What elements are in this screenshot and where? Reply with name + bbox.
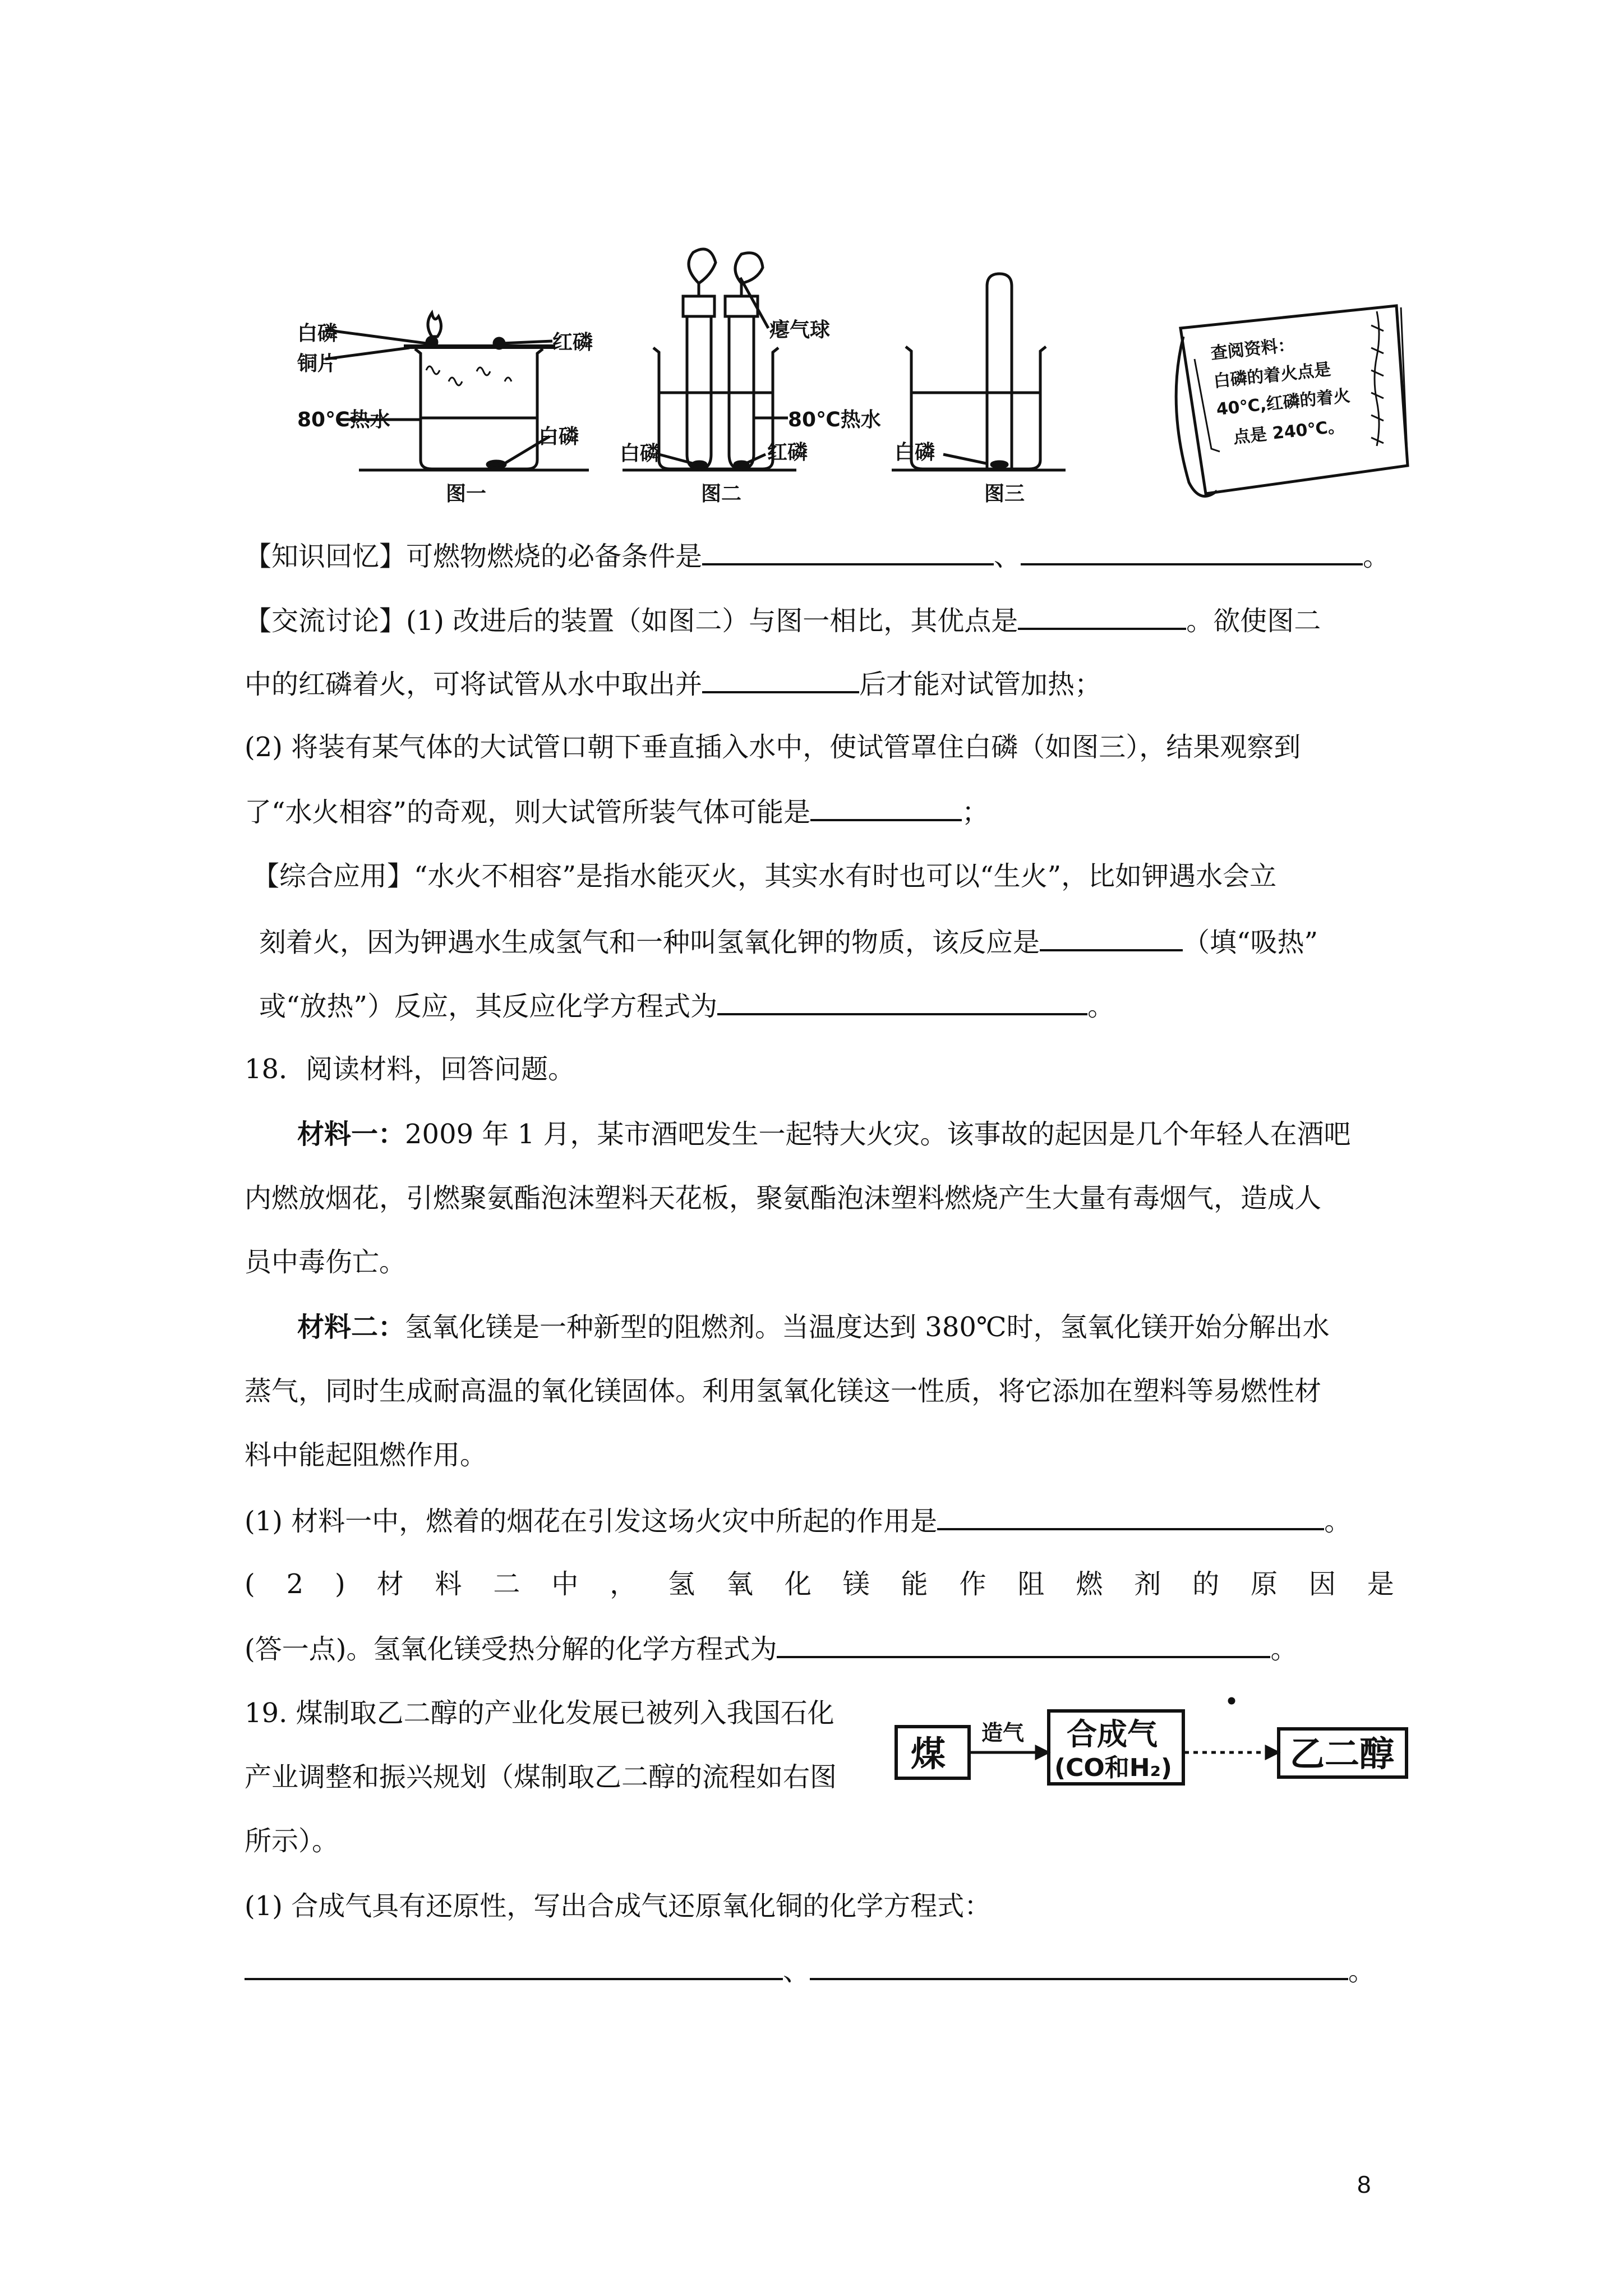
label-white-phosphorus: 白磷 — [895, 441, 935, 464]
question-text: 或“放热”）反应，其反应化学方程式为 — [259, 991, 718, 1022]
char: 材 — [376, 1568, 404, 1600]
syngas-formula: (CO和H₂) — [1054, 1754, 1173, 1782]
char: 镁 — [842, 1568, 870, 1600]
q19-line: 所示）。 — [245, 1825, 339, 1857]
answer-blank[interactable] — [702, 666, 859, 693]
char: ( — [245, 1568, 255, 1600]
discussion-line — [245, 666, 1101, 701]
note-line: 白磷的着火点是 — [1212, 360, 1332, 392]
label-white-phosphorus: 白磷 — [620, 442, 661, 465]
answer-blank[interactable] — [702, 539, 994, 565]
q18-sub2-cont — [245, 1631, 1297, 1666]
char: 阻 — [1017, 1568, 1045, 1600]
answer-blank[interactable] — [717, 988, 1087, 1015]
material-two-line — [297, 1310, 1330, 1344]
balloon-icon — [689, 249, 716, 283]
question-text: 中的红磷着火，可将试管从水中取出并 — [245, 669, 703, 700]
note-line: 点是 240℃。 — [1232, 416, 1346, 448]
char: 剂 — [1134, 1568, 1161, 1600]
process-label: 造气 — [981, 1720, 1025, 1745]
label-white-phosphorus: 白磷 — [297, 322, 338, 345]
char: 是 — [1367, 1568, 1394, 1600]
material-text: 氢氧化镁是一种新型的阻燃剂。当温度达到 380℃时，氢氧化镁开始分解出水 — [405, 1312, 1330, 1343]
application-line — [259, 924, 1318, 959]
material-two-line: 料中能起阻燃作用。 — [245, 1439, 487, 1471]
figure-one-beaker — [325, 330, 589, 470]
question-text: 刻着火，因为钾遇水生成氢气和一种叫氢氧化钾的物质，该反应是 — [259, 927, 1040, 958]
label-hot-water: 80℃热水 — [297, 408, 390, 431]
question-text: 【知识回忆】可燃物燃烧的必备条件是 — [245, 541, 703, 572]
coal-label: 煤 — [911, 1733, 946, 1774]
q18-sub1 — [245, 1503, 1351, 1538]
flame-icon — [428, 313, 441, 337]
q19-line: 产业调整和振兴规划（煤制取乙二醇的流程如右图 — [245, 1761, 837, 1793]
answer-blank[interactable] — [810, 1953, 1348, 1980]
punctuation: 。 — [1363, 541, 1390, 572]
question-text: 后才能对试管加热； — [859, 669, 1102, 700]
answer-blank[interactable] — [777, 1631, 1270, 1658]
syngas-label: 合成气 — [1067, 1717, 1158, 1752]
char: 化 — [784, 1568, 811, 1600]
q19-answer-line — [245, 1953, 1375, 1988]
answer-blank[interactable] — [245, 1953, 783, 1980]
page-number: 8 — [1357, 2171, 1371, 2198]
q19-sub1: (1) 合成气具有还原性，写出合成气还原氧化铜的化学方程式： — [245, 1890, 992, 1922]
figure-two-beaker — [623, 249, 796, 470]
char: 中 — [551, 1568, 579, 1600]
char: ) — [335, 1568, 345, 1600]
char: 氢 — [668, 1568, 695, 1600]
q18-sub2 — [245, 1567, 1394, 1601]
material-two-line: 蒸气，同时生成耐高温的氧化镁固体。利用氢氧化镁这一性质，将它添加在塑料等易燃性材 — [245, 1375, 1322, 1407]
punctuation: 。 — [1348, 1955, 1376, 1987]
char: 能 — [901, 1568, 928, 1600]
material-one-line: 员中毒伤亡。 — [245, 1246, 407, 1278]
char: ， — [610, 1568, 637, 1600]
discussion-line — [245, 603, 1321, 638]
answer-blank[interactable] — [810, 794, 962, 821]
label-copper-sheet: 铜片 — [297, 352, 338, 375]
note-line: 查阅资料： — [1210, 335, 1296, 364]
discussion-line: (2) 将装有某气体的大试管口朝下垂直插入水中，使试管罩住白磷（如图三），结果观察到 — [245, 731, 1301, 763]
question-text: 【交流讨论】(1) 改进后的装置（如图二）与图一相比，其优点是 — [245, 605, 1018, 637]
application-line: 【综合应用】“水火不相容”是指水能灭火，其实水有时也可以“生火”，比如钾遇水会立 — [252, 861, 1277, 892]
question-18-title: 18．阅读材料，回答问题。 — [245, 1053, 575, 1085]
question-text: 了“水火相容”的奇观，则大试管所装气体可能是 — [245, 797, 811, 828]
char: 料 — [435, 1568, 462, 1600]
figure-three-caption: 图三 — [984, 482, 1025, 505]
material-label: 材料一： — [297, 1119, 405, 1150]
application-line — [259, 988, 1114, 1023]
label-red-phosphorus: 红磷 — [552, 331, 593, 354]
label-red-phosphorus: 红磷 — [767, 441, 808, 464]
char: 二 — [493, 1568, 520, 1600]
experiment-figures — [0, 0, 1623, 539]
char: 因 — [1308, 1568, 1336, 1600]
material-label: 材料二： — [297, 1312, 405, 1343]
coal-to-glycol-flowchart — [892, 1688, 1413, 1795]
white-phosphorus-dot — [427, 337, 437, 347]
char: 作 — [959, 1568, 986, 1600]
figure-one-caption: 图一 — [446, 482, 487, 505]
answer-blank[interactable] — [1021, 539, 1363, 565]
punctuation: 。 — [1270, 1634, 1298, 1665]
separator: 、 — [994, 541, 1021, 572]
label-white-phosphorus-bottom: 白磷 — [538, 425, 579, 448]
answer-blank[interactable] — [1018, 603, 1186, 630]
label-balloon: 瘪气球 — [769, 319, 831, 342]
answer-blank[interactable] — [1040, 924, 1183, 951]
char: 2 — [286, 1568, 304, 1600]
note-line: 40℃,红磷的着火 — [1215, 386, 1352, 420]
figure-two-caption: 图二 — [701, 482, 742, 505]
char: 燃 — [1076, 1568, 1103, 1600]
red-phosphorus-dot — [494, 338, 504, 348]
char: 的 — [1192, 1568, 1220, 1600]
material-one-line: 内燃放烟花，引燃聚氨酯泡沫塑料天花板，聚氨酯泡沫塑料燃烧产生大量有毒烟气，造成人 — [245, 1182, 1322, 1214]
question-text: 。欲使图二 — [1186, 605, 1321, 637]
question-text: （填“吸热” — [1183, 927, 1318, 958]
knowledge-recall-line — [245, 539, 1390, 573]
char: 原 — [1251, 1568, 1278, 1600]
label-hot-water: 80℃热水 — [788, 408, 881, 431]
q19-line: 19. 煤制取乙二醇的产业化发展已被列入我国石化 — [245, 1697, 834, 1729]
punctuation: ； — [962, 797, 989, 828]
punctuation: 。 — [1087, 991, 1115, 1022]
material-text: 2009 年 1 月，某市酒吧发生一起特大火灾。该事故的起因是几个年轻人在酒吧 — [405, 1119, 1351, 1150]
punctuation: 。 — [1324, 1506, 1352, 1537]
question-text: (答一点)。氢氧化镁受热分解的化学方程式为 — [245, 1634, 777, 1665]
discussion-line — [245, 794, 989, 829]
glycol-label: 乙二醇 — [1290, 1733, 1395, 1774]
separator: 、 — [783, 1955, 810, 1987]
char: 氧 — [726, 1568, 753, 1600]
answer-blank[interactable] — [937, 1503, 1324, 1530]
material-one-line — [297, 1117, 1351, 1151]
question-text: (1) 材料一中，燃着的烟花在引发这场火灾中所起的作用是 — [245, 1506, 938, 1537]
